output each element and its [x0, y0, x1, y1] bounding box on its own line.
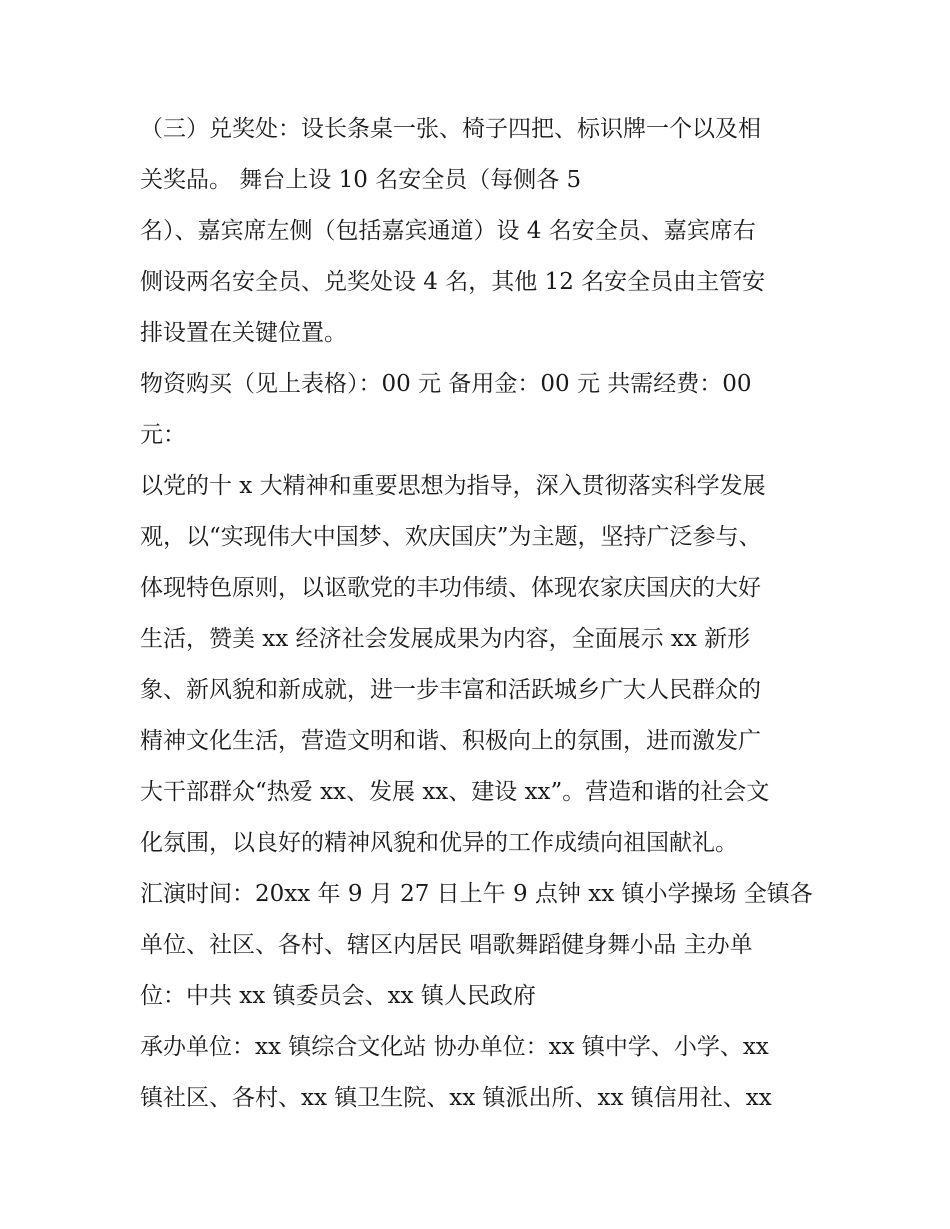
- text-line: 精神文化生活，营造文明和谐、积极向上的氛围，进而激发广: [140, 728, 761, 754]
- text-line: 镇社区、各村、xx 镇卫生院、xx 镇派出所、xx 镇信用社、xx: [140, 1085, 772, 1111]
- text-line: 象、新风貌和新成就，进一步丰富和活跃城乡广大人民群众的: [140, 677, 761, 703]
- text-line: 观，以“实现伟大中国梦、欢庆国庆”为主题，坚持广泛参与、: [140, 524, 762, 550]
- text-line: 化氛围，以良好的精神风貌和优异的工作成绩向祖国献礼。: [140, 830, 738, 856]
- text-line: 体现特色原则，以讴歌党的丰功伟绩、体现农家庆国庆的大好: [140, 575, 761, 601]
- text-line: 排设置在关键位置。: [140, 320, 347, 346]
- text-line: 物资购买（见上表格）：00 元 备用金：00 元 共需经费：00: [140, 371, 752, 397]
- text-line: 侧设两名安全员、兑奖处设 4 名，其他 12 名安全员由主管安: [140, 269, 766, 295]
- text-line: 位：中共 xx 镇委员会、xx 镇人民政府: [140, 983, 536, 1009]
- text-line: 关奖品。 舞台上设 10 名安全员（每侧各 5: [140, 167, 582, 193]
- text-line: 生活，赞美 xx 经济社会发展成果为内容，全面展示 xx 新形: [140, 626, 751, 652]
- text-line: 大干部群众“热爱 xx、发展 xx、建设 xx”。营造和谐的社会文: [140, 779, 770, 805]
- text-line: 元：: [140, 422, 186, 448]
- text-line: 名）、嘉宾席左侧（包括嘉宾通道）设 4 名安全员、嘉宾席右: [140, 218, 756, 244]
- text-line: 承办单位：xx 镇综合文化站 协办单位：xx 镇中学、小学、xx: [140, 1034, 769, 1060]
- text-line: （三）兑奖处：设长条桌一张、椅子四把、标识牌一个以及相: [140, 116, 761, 142]
- text-line: 汇演时间：20xx 年 9 月 27 日上午 9 点钟 xx 镇小学操场 全镇各: [140, 881, 813, 907]
- text-line: 以党的十 x 大精神和重要思想为指导，深入贯彻落实科学发展: [140, 473, 766, 499]
- document-body: [140, 104, 820, 1124]
- text-line: 单位、社区、各村、辖区内居民 唱歌舞蹈健身舞小品 主办单: [140, 932, 753, 958]
